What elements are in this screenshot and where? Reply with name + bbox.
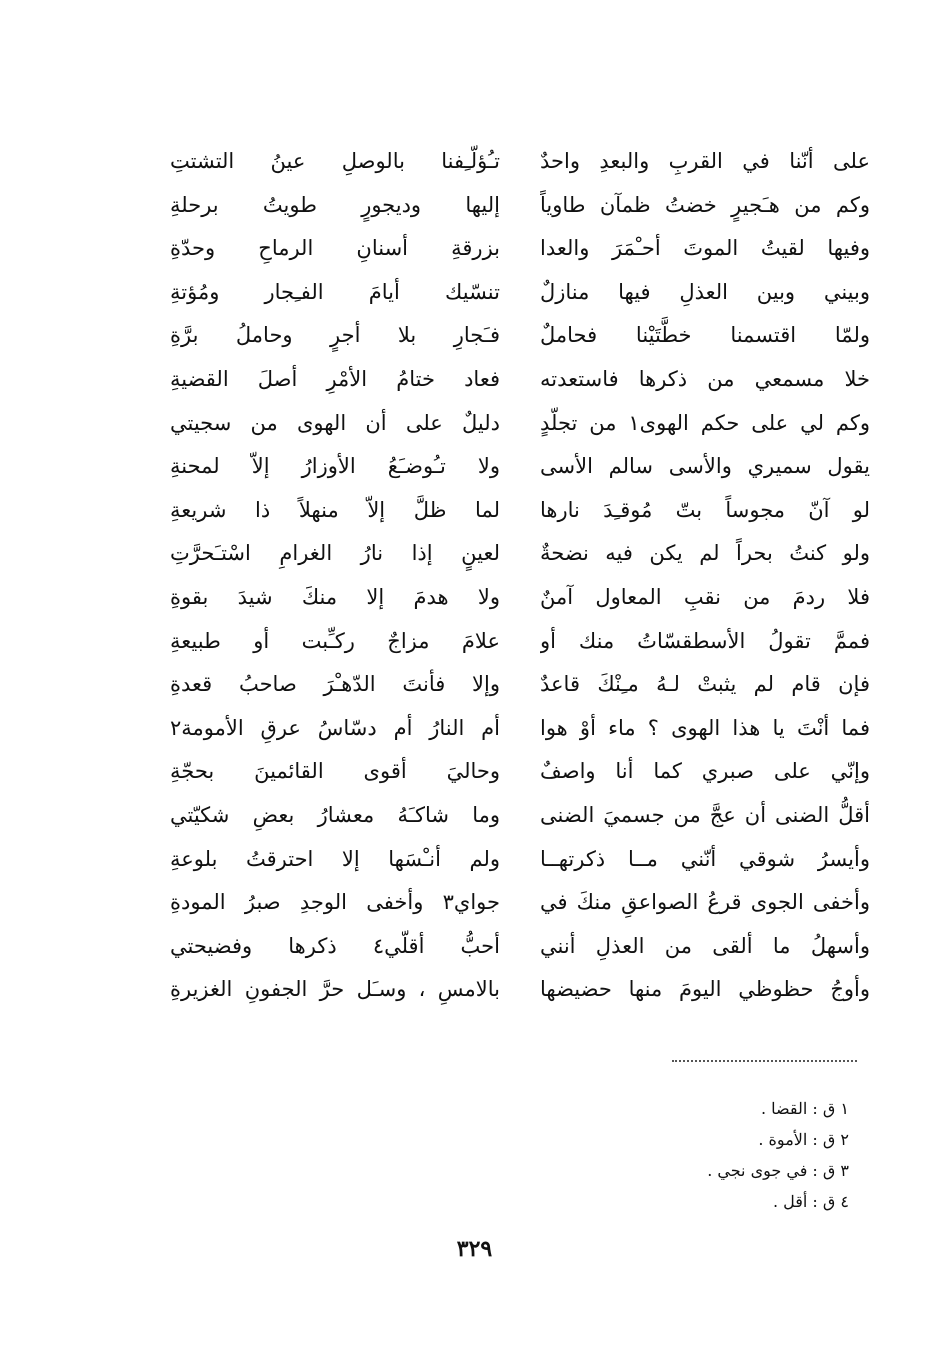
verse-first-hemistich: وأخفى الجوى قرعُ الصواعقِ منكَ في [540,890,870,915]
verse-second-hemistich: ولا هدمَ إلا منكَ شيدَ بقوةِ [170,584,500,609]
verse-first-hemistich: لو آنّ مجوساً بتّ مُوقـِدَ نارها [540,497,870,522]
verse-second-hemistich: فعاد ختامُ الأمْرِ أصلَ القضيةِ [170,366,500,391]
verse-first-hemistich: يقول سميري والأسى سالم الأسى [540,454,870,479]
verse-first-hemistich: وفيها لقيتُ الموتَ أحـْمَرَ والعدا [540,236,870,261]
right-column [540,140,870,1012]
verse-second-hemistich: وحاليَ أقوى القائمينَ بحجّةِ [170,759,500,784]
verse-second-hemistich: ولم أنـْسَها إلا احترقتُ بلوعةِ [170,846,500,871]
footnote-separator [672,1060,857,1062]
verse-first-hemistich: وإنّي على صبري كما أنا واصفٌ [540,759,870,784]
verse-first-hemistich: وأيسرُ شوقي أنّني مــا ذكرتهــا [540,846,870,871]
verse-second-hemistich: إليها وديجورٍ طويتُ برحلةِ [170,192,500,217]
verse-second-hemistich: لما ظلَّ إلاّ منهلاً ذا شريعةِ [170,497,500,522]
verse-first-hemistich: وأوجُ حظوظي اليومَ منها حضيضها [540,977,870,1002]
poem [170,140,870,1060]
verse-first-hemistich: فلا ردمَ من نقبِ المعاول آمنٌ [540,584,870,609]
verse-second-hemistich: لعينٍ إذا نارُ الغرامِ اسْتـَحرَّتِ [170,541,500,566]
verse-first-hemistich: وكم لي على حكم الهوى١ من تجلّدٍ [540,410,870,435]
verse-first-hemistich: فما أنْتَ يا هذا الهوى ؟ ماء أوْ هوا [540,715,870,740]
verse-second-hemistich: دليلٌ على أن الهوى من سجيتي [170,410,500,435]
verse-first-hemistich: وكم من هـَجيرٍ خضتُ ظمآن طاوياً [540,192,870,217]
verse-second-hemistich: ولا تـُوضـَعُ الأوزارُ إلاّ لمحنةِ [170,454,500,479]
verse-first-hemistich: ولو كنتُ بحراً لم يكن فيه نضحةٌ [540,541,870,566]
verse-second-hemistich: جواي٣ وأخفى الوجدِ صبرُ المودةِ [170,890,500,915]
verse-second-hemistich: أم النارُ أم دسّاسُ عرقِ الأمومة٢ [170,715,500,740]
footnote: ١ ق : القضا . [761,1099,849,1118]
footnote: ٢ ق : الأموة . [758,1130,849,1149]
verse-second-hemistich: بزرقةِ أسنانِ الرماحِ وحدّةِ [170,236,500,261]
verse-second-hemistich: علامَ مزاجٌ ركـِّبت أو طبيعةِ [170,628,500,653]
verse-second-hemistich: بالامسِ ، وسـَل حرَّ الجفونِ الغزيرةِ [170,977,500,1002]
verse-first-hemistich: خلا مسمعي من ذكرها فاستعدته [540,366,870,391]
footnote: ٤ ق : أقل . [772,1192,849,1211]
verse-first-hemistich: فممَّ تقولُ الأسطقسّاتُ منك أو [540,628,870,653]
verse-first-hemistich: فإن قام لم يثبتْ لـهُ مـِنْكَ قاعدٌ [540,672,870,697]
verse-second-hemistich: فـَجارِ بلا أجرٍ وحاملُ برَّةِ [170,323,500,348]
verse-first-hemistich: أقلُّ الضنى أن عجَّ من جسميَ الضنى [540,802,870,827]
verse-first-hemistich: على أنّنا في القربِ والبعدِ واحدٌ [540,149,870,173]
verse-second-hemistich: تنسّيك أيامَ الفـِجار ومُؤتةِ [170,279,500,304]
page-number: ٣٢٩ [456,1236,493,1262]
verse-second-hemistich: تـُؤلّـِفنا بالوصلِ عينُ التشتتِ [170,149,500,173]
verse-second-hemistich: أحبُّ أقلّي٤ ذكرها وفضيحتي [170,933,500,958]
verse-first-hemistich: وبيني وبين العذلِ فيها منازلٌ [540,279,870,304]
footnotes [549,1093,849,1217]
verse-second-hemistich: وما شاكـَهُ معشارُ بعضِ شكيّتي [170,802,500,827]
left-column [170,140,500,1012]
verse-first-hemistich: وأسهلُ ما ألقى من العذلِ أنني [540,933,870,958]
verse-first-hemistich: ولمّا اقتسمنا خطَّتَيْنا فحاملٌ [540,323,870,348]
verse-second-hemistich: وإلا فأنتَ الدّهـْرَ صاحبُ قعدةِ [170,672,500,697]
footnote: ٣ ق : في جوى نجي . [707,1161,849,1180]
